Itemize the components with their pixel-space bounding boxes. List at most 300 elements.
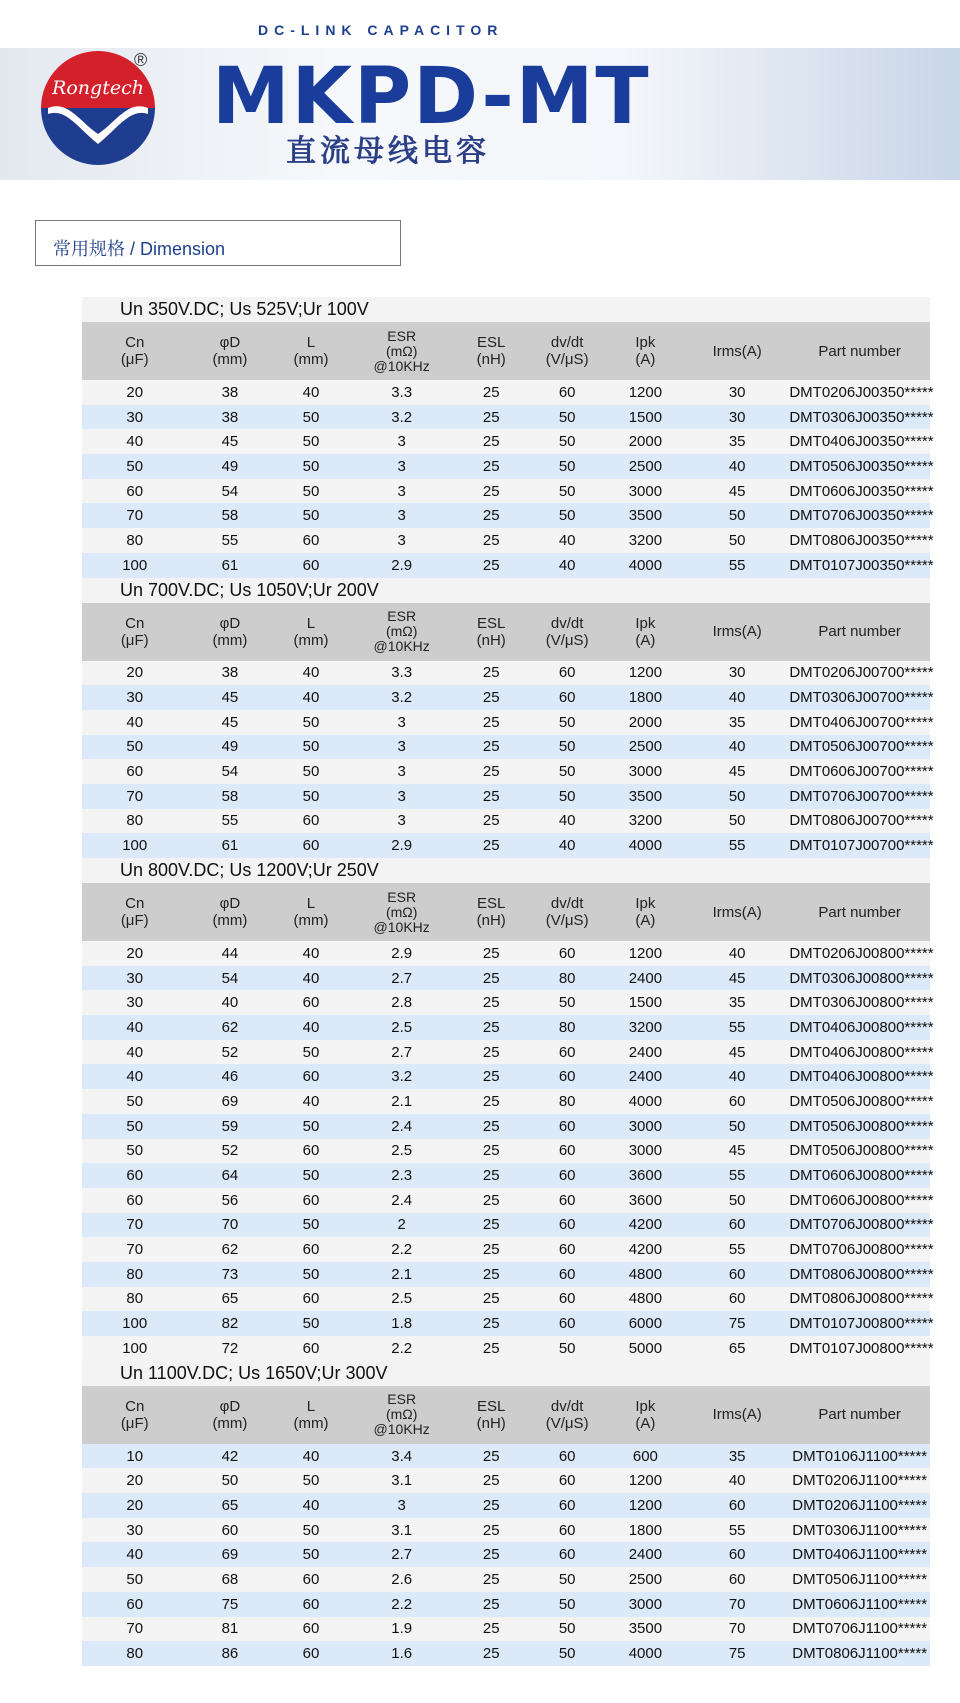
cell-esl: 25 xyxy=(454,990,529,1015)
column-header-dvdt xyxy=(529,322,606,380)
cell-esl: 25 xyxy=(454,454,529,479)
cell-diameter: 38 xyxy=(187,380,272,405)
cell-irms: 40 xyxy=(685,454,789,479)
column-header-cn xyxy=(82,883,187,941)
cell-ipk: 3000 xyxy=(606,1592,685,1617)
cell-esr: 2.9 xyxy=(350,553,454,578)
cell-esl: 25 xyxy=(454,1617,529,1642)
cell-cn: 80 xyxy=(82,1262,187,1287)
table-row xyxy=(82,1015,930,1040)
cell-length: 60 xyxy=(272,1188,349,1213)
cell-esl: 25 xyxy=(454,1592,529,1617)
cell-dvdt: 50 xyxy=(529,1567,606,1592)
cell-diameter: 45 xyxy=(187,429,272,454)
cell-esl: 25 xyxy=(454,1641,529,1666)
cell-diameter: 44 xyxy=(187,941,272,966)
table-row xyxy=(82,710,930,735)
cell-diameter: 70 xyxy=(187,1213,272,1238)
cell-diameter: 55 xyxy=(187,528,272,553)
cell-esr: 3 xyxy=(350,503,454,528)
table-row xyxy=(82,1641,930,1666)
cell-irms: 55 xyxy=(685,1015,789,1040)
cell-esr: 3.1 xyxy=(350,1518,454,1543)
column-header-diameter xyxy=(187,322,272,380)
column-header-line: (mΩ) xyxy=(385,623,418,639)
cell-ipk: 2500 xyxy=(606,454,685,479)
cell-diameter: 52 xyxy=(187,1040,272,1065)
cell-dvdt: 50 xyxy=(529,405,606,430)
spec-table xyxy=(82,883,934,1361)
cell-esr: 2.7 xyxy=(350,1040,454,1065)
column-header-line: Ipk xyxy=(635,334,656,351)
cell-ipk: 3200 xyxy=(606,809,685,834)
cell-part-number: DMT0606J00800***** xyxy=(789,1163,930,1188)
cell-esl: 25 xyxy=(454,1213,529,1238)
cell-diameter: 62 xyxy=(187,1237,272,1262)
cell-cn: 70 xyxy=(82,1213,187,1238)
cell-esr: 1.9 xyxy=(350,1617,454,1642)
cell-part-number: DMT0206J1100***** xyxy=(789,1468,930,1493)
cell-dvdt: 50 xyxy=(529,1336,606,1361)
cell-part-number: DMT0806J00700***** xyxy=(789,809,930,834)
column-header-line: ESL xyxy=(477,1397,506,1415)
cell-cn: 70 xyxy=(82,1617,187,1642)
cell-cn: 100 xyxy=(82,553,187,578)
cell-length: 60 xyxy=(272,1617,349,1642)
cell-esr: 2.7 xyxy=(350,966,454,991)
column-header-line: (V/μS) xyxy=(545,351,589,368)
table-row xyxy=(82,1617,930,1642)
cell-ipk: 3200 xyxy=(606,528,685,553)
column-header-line: (V/μS) xyxy=(545,1414,589,1432)
cell-irms: 60 xyxy=(685,1262,789,1287)
cell-ipk: 1200 xyxy=(606,941,685,966)
cell-dvdt: 60 xyxy=(529,1213,606,1238)
cell-esr: 3.4 xyxy=(350,1444,454,1469)
cell-esr: 3 xyxy=(350,454,454,479)
table-row xyxy=(82,759,930,784)
cell-ipk: 600 xyxy=(606,1444,685,1469)
cell-part-number: DMT0206J1100***** xyxy=(789,1493,930,1518)
column-header-part-number: Part number xyxy=(789,1386,930,1444)
cell-part-number: DMT0406J00800***** xyxy=(789,1040,930,1065)
cell-ipk: 2400 xyxy=(606,1040,685,1065)
cell-irms: 40 xyxy=(685,1468,789,1493)
table-row xyxy=(82,1567,930,1592)
cell-diameter: 61 xyxy=(187,833,272,858)
cell-part-number: DMT0306J00700***** xyxy=(789,685,930,710)
product-category-caption: DC-LINK CAPACITOR xyxy=(258,22,504,38)
cell-cn: 40 xyxy=(82,1542,187,1567)
cell-diameter: 59 xyxy=(187,1114,272,1139)
cell-irms: 45 xyxy=(685,1040,789,1065)
column-header-line: (V/μS) xyxy=(545,912,589,929)
cell-dvdt: 80 xyxy=(529,966,606,991)
column-header-line: (mm) xyxy=(212,912,248,929)
column-header-cn xyxy=(82,322,187,380)
cell-esl: 25 xyxy=(454,528,529,553)
cell-part-number: DMT0406J00700***** xyxy=(789,710,930,735)
column-header-line: (nH) xyxy=(476,351,506,368)
cell-length: 50 xyxy=(272,1163,349,1188)
cell-diameter: 58 xyxy=(187,503,272,528)
cell-esl: 25 xyxy=(454,685,529,710)
cell-esr: 3 xyxy=(350,479,454,504)
column-header-line: ESL xyxy=(477,895,506,912)
cell-irms: 55 xyxy=(685,1518,789,1543)
cell-ipk: 2400 xyxy=(606,1542,685,1567)
cell-irms: 55 xyxy=(685,1163,789,1188)
column-header-esl xyxy=(454,603,529,661)
cell-part-number: DMT0306J00800***** xyxy=(789,966,930,991)
cell-esr: 1.6 xyxy=(350,1641,454,1666)
column-header-ipk xyxy=(606,883,685,941)
cell-esl: 25 xyxy=(454,1015,529,1040)
table-row xyxy=(82,1114,930,1139)
cell-part-number: DMT0606J1100***** xyxy=(789,1592,930,1617)
cell-length: 60 xyxy=(272,809,349,834)
cell-irms: 35 xyxy=(685,1444,789,1469)
cell-esl: 25 xyxy=(454,1188,529,1213)
cell-cn: 70 xyxy=(82,1237,187,1262)
cell-length: 50 xyxy=(272,710,349,735)
cell-diameter: 54 xyxy=(187,759,272,784)
logo-wordmark: Rongtech xyxy=(52,77,144,99)
cell-esr: 2.9 xyxy=(350,833,454,858)
cell-esl: 25 xyxy=(454,1262,529,1287)
table-row xyxy=(82,429,930,454)
cell-irms: 75 xyxy=(685,1311,789,1336)
cell-length: 50 xyxy=(272,503,349,528)
cell-diameter: 75 xyxy=(187,1592,272,1617)
cell-ipk: 2000 xyxy=(606,429,685,454)
column-header-length xyxy=(272,603,349,661)
cell-esr: 3.2 xyxy=(350,1064,454,1089)
cell-length: 50 xyxy=(272,405,349,430)
cell-ipk: 2000 xyxy=(606,710,685,735)
cell-dvdt: 60 xyxy=(529,1542,606,1567)
cell-part-number: DMT0306J00350***** xyxy=(789,405,930,430)
cell-esr: 2.1 xyxy=(350,1262,454,1287)
cell-dvdt: 60 xyxy=(529,1064,606,1089)
cell-ipk: 1800 xyxy=(606,685,685,710)
cell-ipk: 2500 xyxy=(606,1567,685,1592)
column-header-line: (A) xyxy=(635,912,656,929)
table-row xyxy=(82,454,930,479)
table-row xyxy=(82,405,930,430)
cell-esl: 25 xyxy=(454,710,529,735)
column-header-line: (mΩ) xyxy=(385,903,418,920)
column-header-line: (mm) xyxy=(293,351,329,368)
cell-diameter: 64 xyxy=(187,1163,272,1188)
cell-length: 50 xyxy=(272,1040,349,1065)
cell-irms: 60 xyxy=(685,1542,789,1567)
cell-diameter: 55 xyxy=(187,809,272,834)
table-body xyxy=(82,941,934,1361)
cell-dvdt: 40 xyxy=(529,553,606,578)
cell-cn: 20 xyxy=(82,941,187,966)
cell-esl: 25 xyxy=(454,1064,529,1089)
cell-part-number: DMT0506J00350***** xyxy=(789,454,930,479)
cell-part-number: DMT0306J1100***** xyxy=(789,1518,930,1543)
section-title: Un 700V.DC; Us 1050V;Ur 200V xyxy=(82,578,930,603)
cell-irms: 60 xyxy=(685,1567,789,1592)
cell-esr: 2.6 xyxy=(350,1567,454,1592)
cell-dvdt: 50 xyxy=(529,1617,606,1642)
column-header-line: dv/dt xyxy=(550,334,584,351)
cell-diameter: 86 xyxy=(187,1641,272,1666)
column-header-line: (mm) xyxy=(212,631,248,649)
cell-dvdt: 50 xyxy=(529,1641,606,1666)
cell-esr: 3 xyxy=(350,759,454,784)
cell-length: 60 xyxy=(272,1237,349,1262)
cell-length: 50 xyxy=(272,759,349,784)
cell-length: 40 xyxy=(272,941,349,966)
column-header-line: Ipk xyxy=(635,1397,656,1415)
column-header-line: (nH) xyxy=(476,912,506,929)
column-header-cn xyxy=(82,603,187,661)
cell-irms: 45 xyxy=(685,966,789,991)
cell-irms: 60 xyxy=(685,1287,789,1312)
column-header-line: ESL xyxy=(477,334,506,351)
cell-length: 40 xyxy=(272,685,349,710)
cell-part-number: DMT0806J00800***** xyxy=(789,1262,930,1287)
cell-esl: 25 xyxy=(454,429,529,454)
column-header-line: (μF) xyxy=(120,1414,149,1432)
cell-cn: 20 xyxy=(82,1468,187,1493)
cell-diameter: 52 xyxy=(187,1139,272,1164)
cell-esl: 25 xyxy=(454,735,529,760)
cell-part-number: DMT0406J00350***** xyxy=(789,429,930,454)
cell-diameter: 72 xyxy=(187,1336,272,1361)
cell-part-number: DMT0206J00700***** xyxy=(789,661,930,686)
cell-esr: 3.2 xyxy=(350,685,454,710)
cell-part-number: DMT0107J00700***** xyxy=(789,833,930,858)
column-header-ipk xyxy=(606,603,685,661)
cell-diameter: 68 xyxy=(187,1567,272,1592)
column-header-length xyxy=(272,883,349,941)
section-title: Un 1100V.DC; Us 1650V;Ur 300V xyxy=(82,1361,930,1386)
cell-dvdt: 60 xyxy=(529,1139,606,1164)
cell-ipk: 3500 xyxy=(606,503,685,528)
cell-esr: 3.2 xyxy=(350,405,454,430)
cell-esr: 2.5 xyxy=(350,1139,454,1164)
cell-length: 40 xyxy=(272,1444,349,1469)
cell-dvdt: 60 xyxy=(529,1188,606,1213)
column-header-esr xyxy=(350,1386,454,1444)
column-header-line: @10KHz xyxy=(373,638,430,654)
cell-part-number: DMT0306J00800***** xyxy=(789,990,930,1015)
cell-cn: 50 xyxy=(82,454,187,479)
cell-cn: 20 xyxy=(82,1493,187,1518)
cell-diameter: 73 xyxy=(187,1262,272,1287)
cell-ipk: 1800 xyxy=(606,1518,685,1543)
column-header-line: L xyxy=(306,614,316,632)
spec-table xyxy=(82,322,934,578)
cell-ipk: 3000 xyxy=(606,479,685,504)
cell-part-number: DMT0606J00700***** xyxy=(789,759,930,784)
cell-esl: 25 xyxy=(454,1542,529,1567)
cell-cn: 30 xyxy=(82,966,187,991)
cell-part-number: DMT0806J00350***** xyxy=(789,528,930,553)
cell-diameter: 61 xyxy=(187,553,272,578)
table-header xyxy=(82,1386,930,1444)
cell-esl: 25 xyxy=(454,380,529,405)
cell-length: 60 xyxy=(272,1064,349,1089)
cell-irms: 30 xyxy=(685,405,789,430)
column-header-line: @10KHz xyxy=(373,918,430,935)
cell-irms: 60 xyxy=(685,1213,789,1238)
spec-table xyxy=(82,1386,930,1666)
cell-cn: 40 xyxy=(82,710,187,735)
cell-length: 60 xyxy=(272,1592,349,1617)
column-header-ipk xyxy=(606,322,685,380)
cell-esl: 25 xyxy=(454,1444,529,1469)
cell-esl: 25 xyxy=(454,1336,529,1361)
cell-dvdt: 80 xyxy=(529,1015,606,1040)
column-header-length xyxy=(272,1386,349,1444)
column-header-irms: Irms(A) xyxy=(685,883,789,941)
cell-irms: 40 xyxy=(685,941,789,966)
cell-esr: 2.5 xyxy=(350,1015,454,1040)
cell-esl: 25 xyxy=(454,405,529,430)
column-header-line: dv/dt xyxy=(550,895,584,912)
cell-dvdt: 50 xyxy=(529,735,606,760)
product-subtitle: 直流母线电容 xyxy=(286,135,490,168)
cell-esl: 25 xyxy=(454,759,529,784)
cell-dvdt: 80 xyxy=(529,1089,606,1114)
table-header xyxy=(82,603,930,661)
cell-dvdt: 60 xyxy=(529,380,606,405)
cell-diameter: 54 xyxy=(187,966,272,991)
column-header-line: φD xyxy=(219,1397,241,1415)
cell-length: 50 xyxy=(272,454,349,479)
cell-irms: 30 xyxy=(685,380,789,405)
spec-table xyxy=(82,603,934,859)
cell-dvdt: 60 xyxy=(529,1262,606,1287)
cell-diameter: 82 xyxy=(187,1311,272,1336)
cell-dvdt: 60 xyxy=(529,1518,606,1543)
table-row xyxy=(82,1468,930,1493)
cell-ipk: 3500 xyxy=(606,1617,685,1642)
cell-length: 40 xyxy=(272,966,349,991)
cell-esl: 25 xyxy=(454,784,529,809)
column-header-part-number: Part number xyxy=(789,603,930,661)
cell-esl: 25 xyxy=(454,809,529,834)
cell-cn: 80 xyxy=(82,809,187,834)
column-header-ipk xyxy=(606,1386,685,1444)
cell-esl: 25 xyxy=(454,966,529,991)
cell-esr: 2.8 xyxy=(350,990,454,1015)
column-header-line: @10KHz xyxy=(373,357,430,374)
cell-cn: 60 xyxy=(82,1592,187,1617)
header-row xyxy=(82,603,930,661)
cell-ipk: 4000 xyxy=(606,833,685,858)
cell-diameter: 38 xyxy=(187,661,272,686)
cell-length: 40 xyxy=(272,661,349,686)
cell-part-number: DMT0506J00800***** xyxy=(789,1139,930,1164)
cell-cn: 50 xyxy=(82,735,187,760)
column-header-line: Cn xyxy=(125,895,145,912)
column-header-line: @10KHz xyxy=(373,1421,430,1438)
column-header-line: ESR xyxy=(387,888,417,905)
cell-cn: 30 xyxy=(82,685,187,710)
cell-irms: 60 xyxy=(685,1493,789,1518)
cell-cn: 80 xyxy=(82,528,187,553)
cell-ipk: 1200 xyxy=(606,661,685,686)
cell-part-number: DMT0106J1100***** xyxy=(789,1444,930,1469)
product-title: MKPD-MT xyxy=(212,52,651,142)
column-header-line: φD xyxy=(219,334,241,351)
cell-esr: 2.9 xyxy=(350,941,454,966)
table-row xyxy=(82,1518,930,1543)
cell-part-number: DMT0806J1100***** xyxy=(789,1641,930,1666)
cell-dvdt: 50 xyxy=(529,479,606,504)
cell-length: 50 xyxy=(272,1114,349,1139)
table-row xyxy=(82,990,930,1015)
column-header-irms: Irms(A) xyxy=(685,322,789,380)
cell-irms: 50 xyxy=(685,809,789,834)
cell-irms: 45 xyxy=(685,1139,789,1164)
cell-esl: 25 xyxy=(454,1139,529,1164)
cell-irms: 45 xyxy=(685,759,789,784)
cell-dvdt: 60 xyxy=(529,1237,606,1262)
column-header-dvdt xyxy=(529,883,606,941)
cell-irms: 40 xyxy=(685,735,789,760)
cell-cn: 30 xyxy=(82,1518,187,1543)
column-header-esl xyxy=(454,322,529,380)
cell-diameter: 50 xyxy=(187,1468,272,1493)
table-row xyxy=(82,941,930,966)
column-header-line: (A) xyxy=(635,631,656,649)
cell-diameter: 40 xyxy=(187,990,272,1015)
cell-dvdt: 50 xyxy=(529,503,606,528)
cell-ipk: 4000 xyxy=(606,553,685,578)
column-header-line: (nH) xyxy=(476,631,506,649)
cell-dvdt: 60 xyxy=(529,661,606,686)
cell-length: 50 xyxy=(272,1542,349,1567)
table-row xyxy=(82,1444,930,1469)
cell-part-number: DMT0706J00350***** xyxy=(789,503,930,528)
column-header-line: (mm) xyxy=(293,912,329,929)
cell-length: 50 xyxy=(272,429,349,454)
cell-dvdt: 60 xyxy=(529,685,606,710)
cell-dvdt: 40 xyxy=(529,809,606,834)
cell-irms: 50 xyxy=(685,503,789,528)
cell-length: 60 xyxy=(272,1139,349,1164)
cell-ipk: 4200 xyxy=(606,1213,685,1238)
column-header-dvdt xyxy=(529,1386,606,1444)
column-header-line: (mm) xyxy=(293,1414,329,1432)
cell-esl: 25 xyxy=(454,661,529,686)
cell-length: 60 xyxy=(272,553,349,578)
cell-ipk: 3500 xyxy=(606,784,685,809)
cell-cn: 60 xyxy=(82,479,187,504)
table-row xyxy=(82,553,930,578)
cell-irms: 40 xyxy=(685,685,789,710)
cell-irms: 35 xyxy=(685,990,789,1015)
cell-diameter: 62 xyxy=(187,1015,272,1040)
cell-irms: 50 xyxy=(685,784,789,809)
column-header-esr xyxy=(350,603,454,661)
cell-ipk: 2500 xyxy=(606,735,685,760)
cell-cn: 40 xyxy=(82,1015,187,1040)
cell-esr: 2.4 xyxy=(350,1188,454,1213)
cell-diameter: 69 xyxy=(187,1542,272,1567)
column-header-diameter xyxy=(187,883,272,941)
cell-esr: 3.3 xyxy=(350,380,454,405)
cell-cn: 80 xyxy=(82,1641,187,1666)
